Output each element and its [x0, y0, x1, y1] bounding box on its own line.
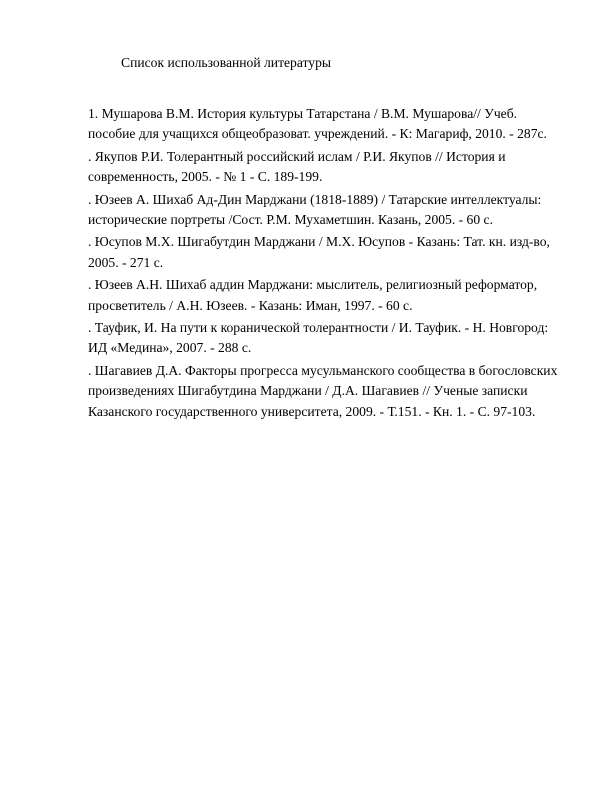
- reference-item: [88, 190, 568, 231]
- reference-item: [88, 232, 568, 273]
- reference-item: [88, 147, 568, 188]
- reference-item: [88, 318, 568, 359]
- reference-line: ИД «Медина», 2007. - 288 с.: [88, 340, 252, 356]
- reference-line: Казанского государственного университета, 2009. - Т.151. - Кн. 1. - С. 97-103.: [88, 403, 536, 419]
- reference-line: исторические портреты /Сост. Р.М. Мухаметшин. Казань, 2005. - 60 с.: [88, 212, 493, 228]
- reference-line: произведениях Шигабутдина Марджани / Д.А. Шагавиев // Ученые записки: [88, 383, 528, 399]
- reference-line: . Шагавиев Д.А. Факторы прогресса мусульманского сообщества в богословских: [88, 362, 558, 378]
- reference-item: [88, 104, 568, 145]
- reference-line: . Юзеев А.Н. Шихаб аддин Марджани: мыслитель, религиозный реформатор,: [88, 277, 538, 293]
- reference-line: просветитель / А.Н. Юзеев. - Казань: Иман, 1997. - 60 с.: [88, 297, 413, 313]
- reference-line: . Юзеев А. Шихаб Ад-Дин Марджани (1818-1889) / Татарские интеллектуалы:: [88, 191, 542, 207]
- reference-line: пособие для учащихся общеобразоват. учреждений. - К: Магариф, 2010. - 287с.: [88, 126, 547, 142]
- reference-list: [88, 104, 568, 424]
- reference-line: . Юсупов М.Х. Шигабутдин Марджани / М.Х. Юсупов - Казань: Тат. кн. изд-во,: [88, 234, 550, 250]
- reference-item: [88, 275, 568, 316]
- reference-line: . Тауфик, И. На пути к коранической толерантности / И. Тауфик. - Н. Новгород:: [88, 320, 549, 336]
- reference-line: 2005. - 271 с.: [88, 254, 164, 270]
- page-title: Список использованной литературы: [121, 55, 332, 70]
- reference-line: . Якупов Р.И. Толерантный российский ислам / Р.И. Якупов // История и: [88, 148, 506, 164]
- reference-line: 1. Мушарова В.М. История культуры Татарстана / В.М. Мушарова// Учеб.: [88, 106, 518, 121]
- reference-line: современность, 2005. - № 1 - С. 189-199.: [88, 169, 323, 185]
- reference-item: [88, 361, 568, 422]
